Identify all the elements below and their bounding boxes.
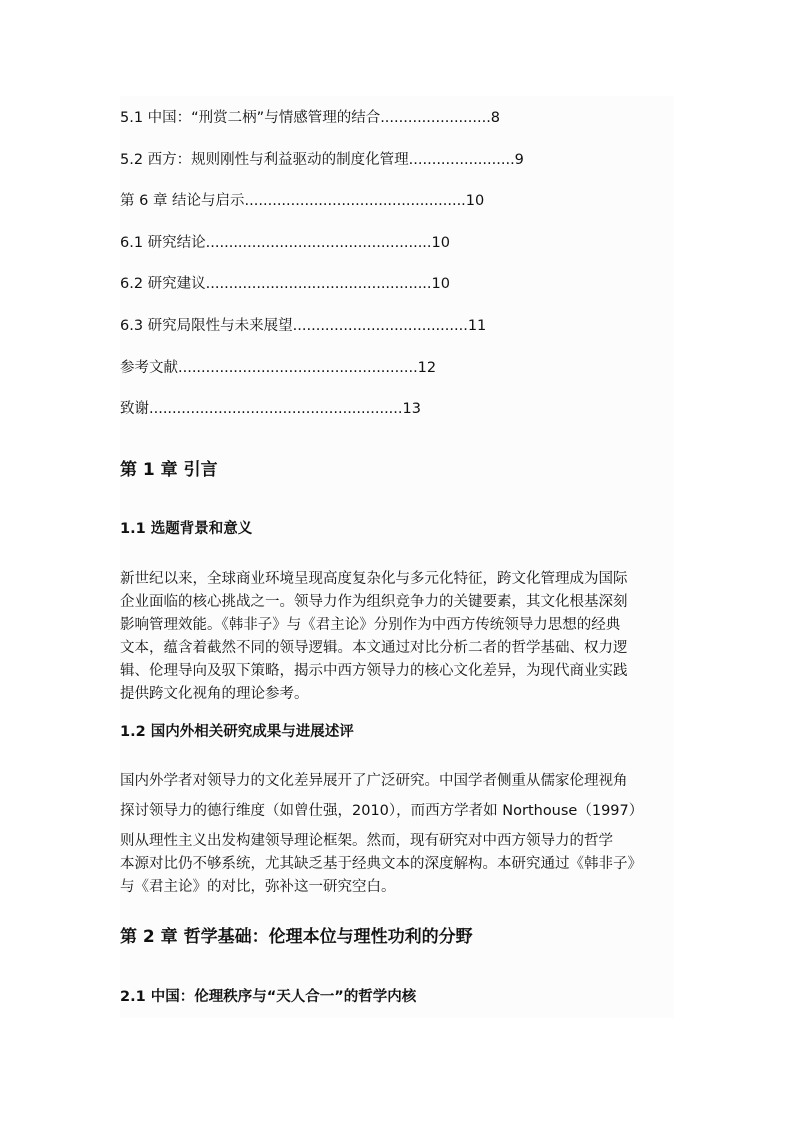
paragraph-line: 影响管理效能。《韩非子》与《君主论》分别作为中西方传统领导力思想的经典 xyxy=(120,617,621,633)
paragraph-line: 则从理性主义出发构建领导理论框架。然而，现有研究对中西方领导力的哲学 xyxy=(120,833,613,849)
paragraph-line: 新世纪以来，全球商业环境呈现高度复杂化与多元化特征，跨文化管理成为国际 xyxy=(120,571,628,587)
chapter-1-heading: 第 1 章 引言 xyxy=(120,460,218,480)
toc-entry-6-3[interactable]: 6.3 研究局限性与未来展望......................................11 xyxy=(120,318,487,334)
paragraph-line: 探讨领导力的德行维度（如曾仕强，2010），而西方学者如 Northouse（1997） xyxy=(120,803,644,819)
section-1-2-heading: 1.2 国内外相关研究成果与进展述评 xyxy=(120,724,354,740)
paragraph-line: 本源对比仍不够系统，尤其缺乏基于经典文本的深度解构。本研究通过《韩非子》 xyxy=(120,856,642,872)
paragraph-line: 与《君主论》的对比，弥补这一研究空白。 xyxy=(120,879,396,895)
paragraph-line: 辑、伦理导向及驭下策略，揭示中西方领导力的核心文化差异，为现代商业实践 xyxy=(120,663,628,679)
paragraph-line: 文本，蕴含着截然不同的领导逻辑。本文通过对比分析二者的哲学基础、权力逻 xyxy=(120,640,628,656)
section-2-1-heading: 2.1 中国：伦理秩序与“天人合一”的哲学内核 xyxy=(120,989,417,1005)
document-page xyxy=(120,96,674,1018)
toc-entry-chapter-6[interactable]: 第 6 章 结论与启示................................................10 xyxy=(120,193,485,209)
toc-entry-references[interactable]: 参考文献....................................................12 xyxy=(120,360,437,376)
paragraph-line: 企业面临的核心挑战之一。领导力作为组织竞争力的关键要素，其文化根基深刻 xyxy=(120,594,628,610)
toc-entry-acknowledgements[interactable]: 致谢.......................................................13 xyxy=(120,401,421,417)
toc-entry-5-1[interactable]: 5.1 中国：“刑赏二柄”与情感管理的结合........................8 xyxy=(120,110,501,126)
toc-entry-5-2[interactable]: 5.2 西方：规则刚性与利益驱动的制度化管理.......................9 xyxy=(120,152,524,168)
toc-entry-6-1[interactable]: 6.1 研究结论.................................................10 xyxy=(120,235,450,251)
chapter-2-heading: 第 2 章 哲学基础：伦理本位与理性功利的分野 xyxy=(120,927,473,947)
toc-entry-6-2[interactable]: 6.2 研究建议.................................................10 xyxy=(120,276,450,292)
paragraph-line: 提供跨文化视角的理论参考。 xyxy=(120,686,309,702)
paragraph-line: 国内外学者对领导力的文化差异展开了广泛研究。中国学者侧重从儒家伦理视角 xyxy=(120,773,628,789)
section-1-1-heading: 1.1 选题背景和意义 xyxy=(120,521,253,537)
